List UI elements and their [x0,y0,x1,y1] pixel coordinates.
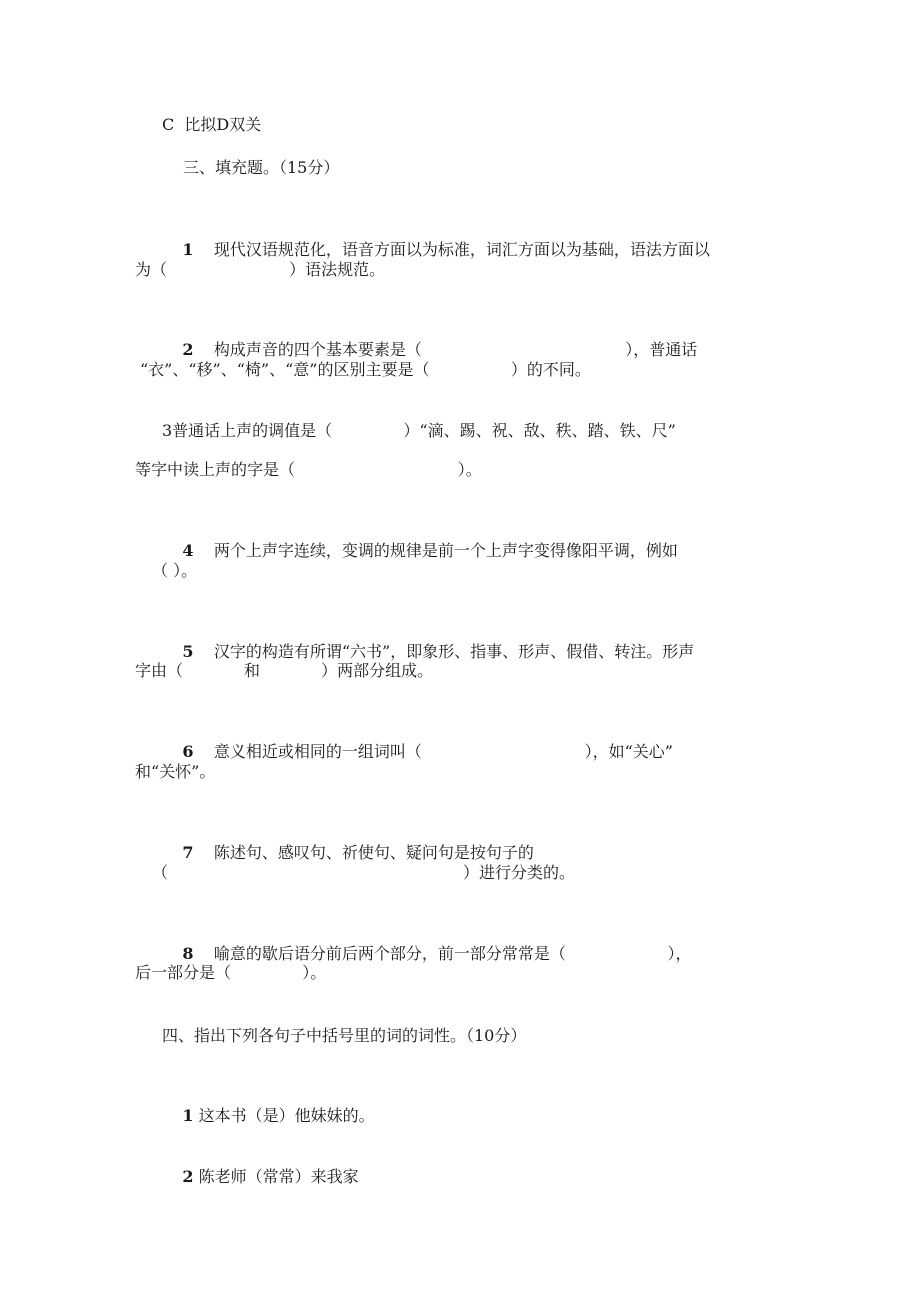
question-number: 1 [182,240,194,259]
item-number: 2 [182,1167,194,1186]
section-4-item-1 [162,1086,375,1146]
question-4-line-2: （ ）。 [152,561,198,580]
item-text: 陈老师（常常）来我家 [198,1167,359,1186]
question-6-line-2: 和“关怀”。 [135,762,216,781]
question-2-line-2: “衣”、“移”、“椅”、“意”的区别主要是（ ）的不同。 [140,360,591,379]
section-3-heading: 三、填充题。（15分） [183,158,340,177]
question-7-line-2: （ ）进行分类的。 [152,863,575,882]
item-number: 1 [182,1106,194,1125]
question-5-line-2: 字由（ 和 ）两部分组成。 [135,661,434,680]
question-text: 汉字的构造有所谓“六书”，即象形、指事、形声、假借、转注。形声 [213,642,695,661]
question-text: 意义相近或相同的一组词叫（ ），如“关心” [213,742,673,761]
question-4-line-1 [162,521,678,581]
question-number: 7 [182,843,194,862]
question-text: 两个上声字连续，变调的规律是前一个上声字变得像阳平调，例如 [213,541,678,560]
section-4-item-2 [162,1147,359,1207]
question-8-line-2: 后一部分是（ ）。 [135,963,327,982]
question-number: 4 [182,541,194,560]
section-4-heading: 四、指出下列各句子中括号里的词的词性。（10分） [162,1026,527,1045]
previous-option-line: C 比拟D双关 [162,115,262,134]
question-6-line-1 [162,722,673,782]
question-1-line-2: 为（ ）语法规范。 [135,260,386,279]
question-text: 陈述句、感叹句、祈使句、疑问句是按句子的 [213,843,534,862]
question-3-line-2: 等字中读上声的字是（ ）。 [135,460,482,479]
question-number: 2 [182,340,194,359]
item-text: 这本书（是）他妹妹的。 [198,1106,375,1125]
question-number: 8 [182,944,194,963]
question-text: 喻意的歇后语分前后两个部分，前一部分常常是（ ）， [213,944,692,963]
question-number: 6 [182,742,194,761]
question-text: 现代汉语规范化，语音方面以为标准，词汇方面以为基础，语法方面以 [213,240,710,259]
question-3-line-1: 3普通话上声的调值是（ ）“滴、踢、祝、敌、秩、踏、铁、尺” [162,421,676,440]
question-number: 5 [182,642,194,661]
question-text: 构成声音的四个基本要素是（ ），普通话 [213,340,698,359]
